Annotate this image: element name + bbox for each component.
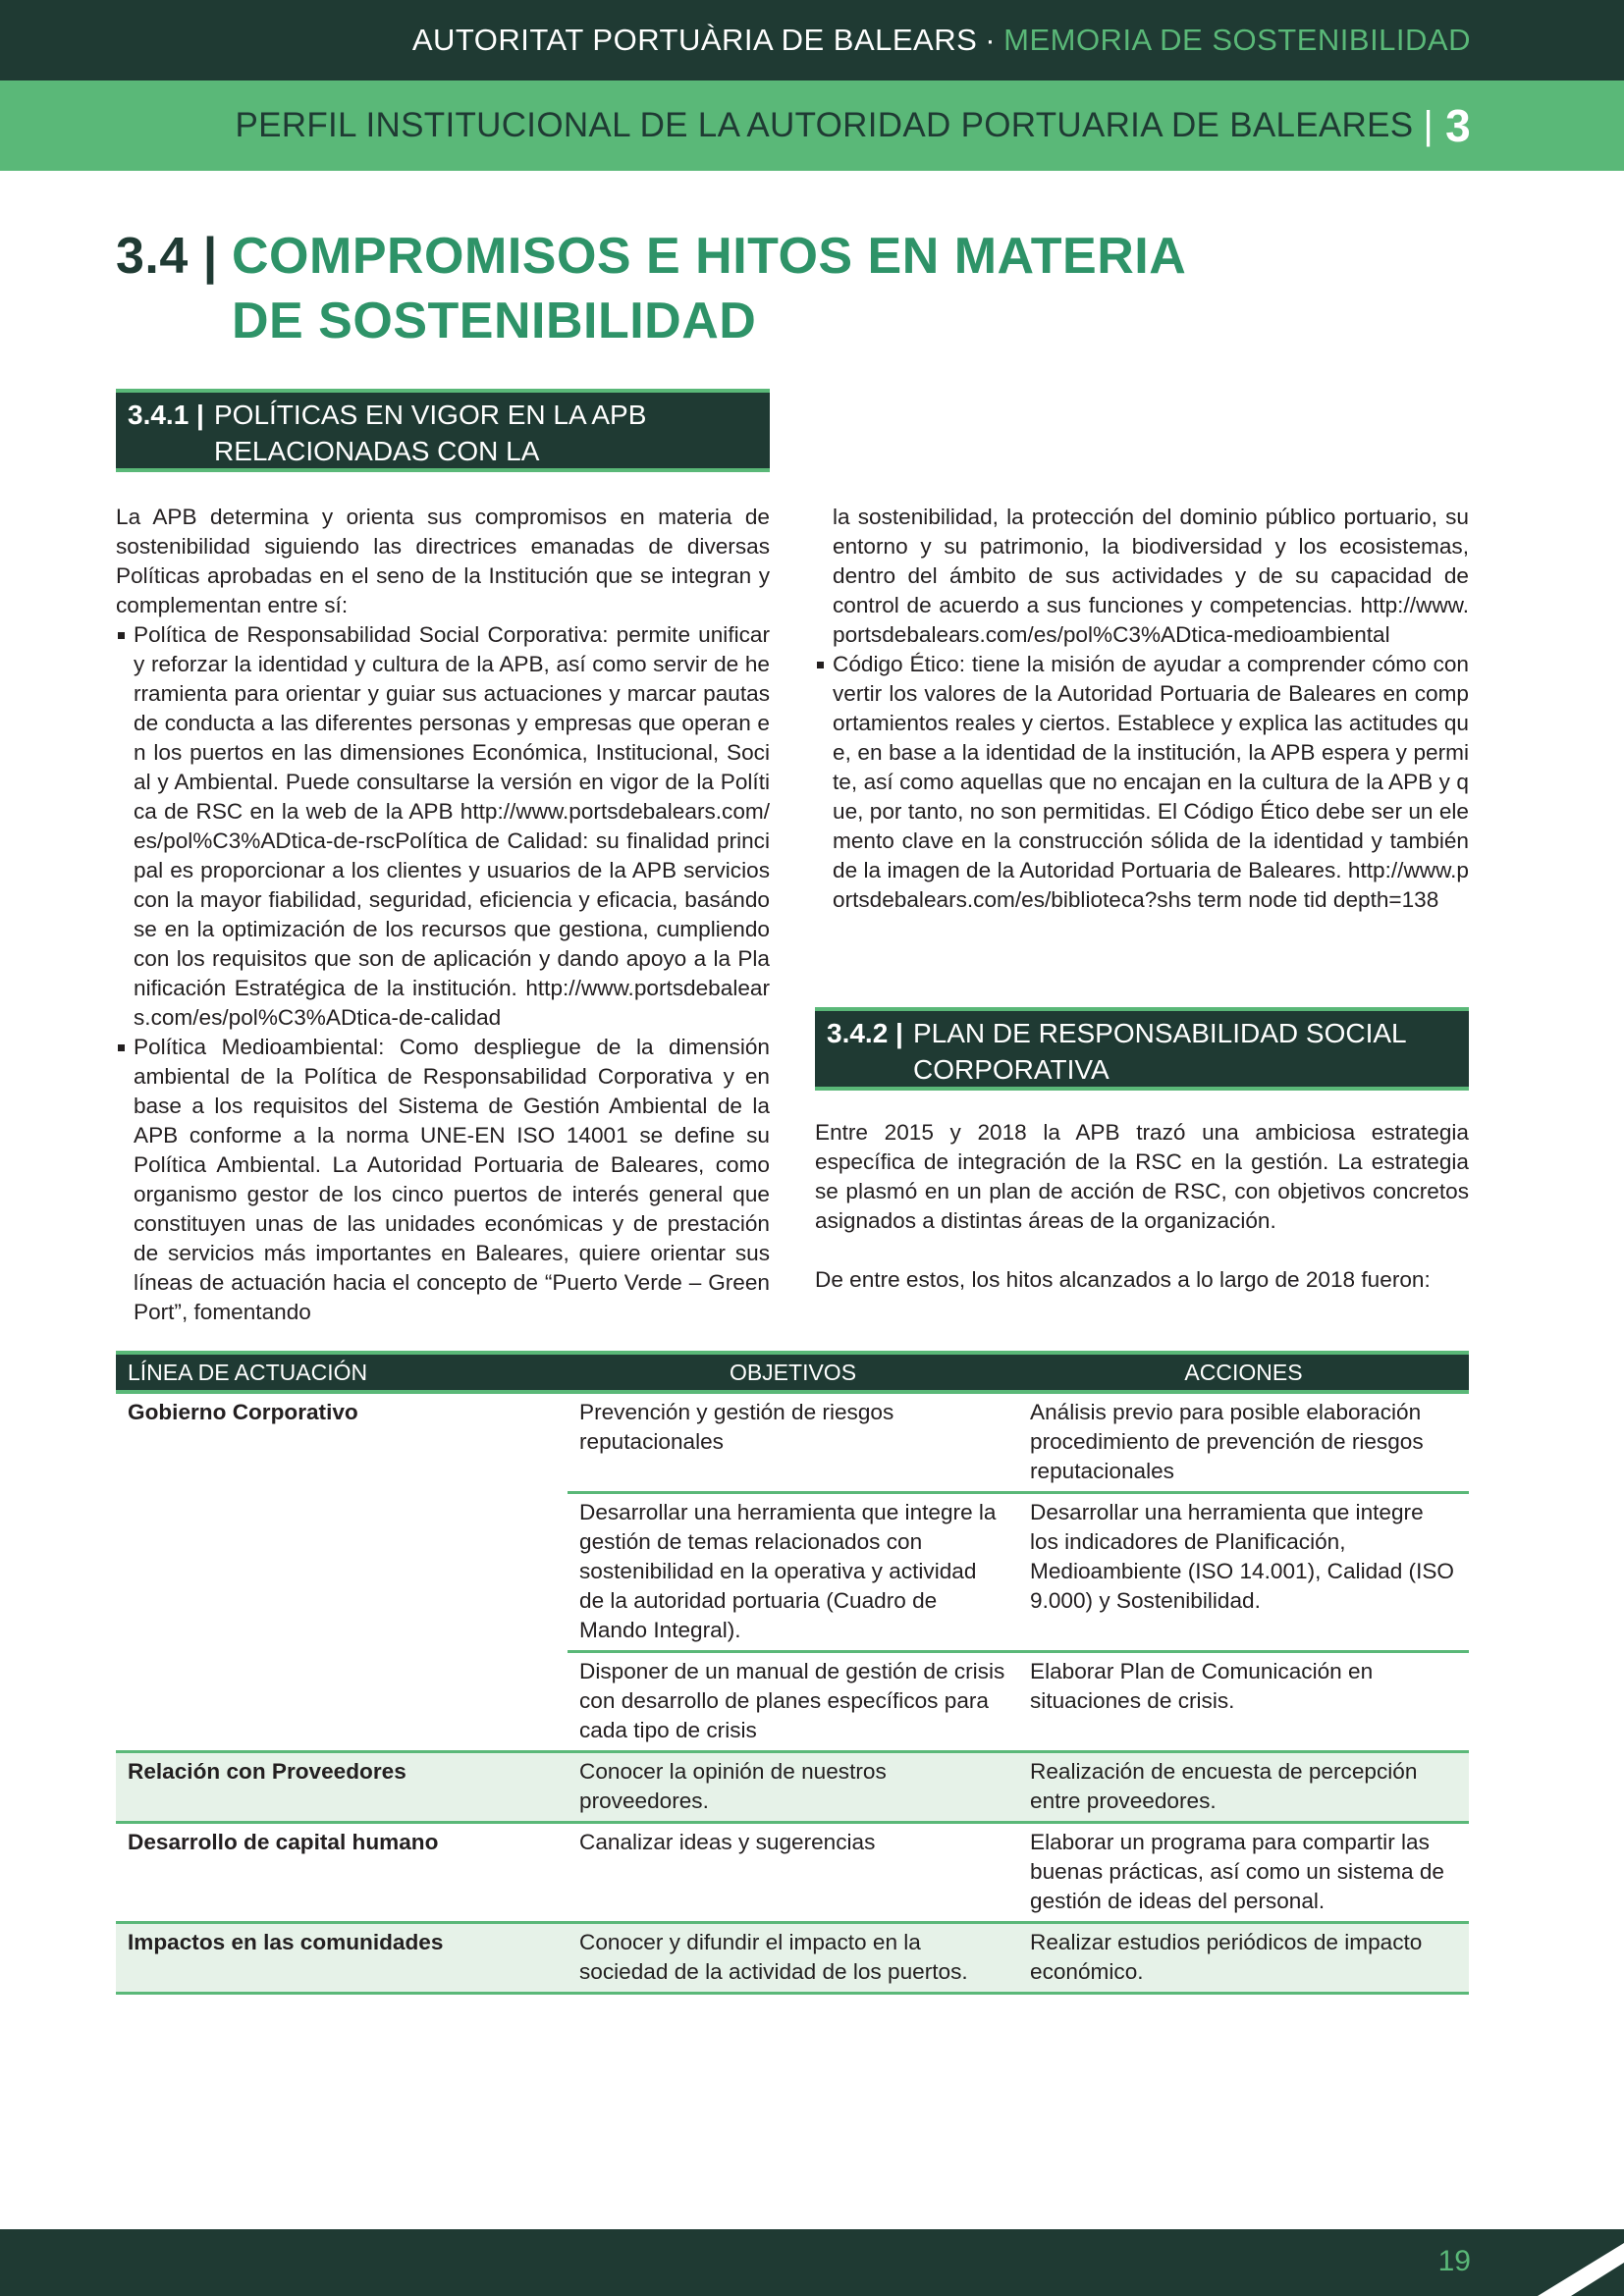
chapter-number: 3 <box>1445 100 1471 151</box>
cell-objetivo: Conocer y difundir el impacto en la sociedad de la actividad de los puertos. <box>568 1923 1018 1994</box>
cell-objetivo: Desarrollar una herramienta que integre la gestión de temas relacionados con sostenibilidad en la operativa y actividad de la autoridad portuaria (Cuadro de Mando Integral). <box>568 1493 1018 1652</box>
cell-objetivo: Canalizar ideas y sugerencias <box>568 1823 1018 1923</box>
column-header-linea: LÍNEA DE ACTUACIÓN <box>116 1353 568 1392</box>
cell-objetivo: Conocer la opinión de nuestros proveedores. <box>568 1752 1018 1823</box>
subsection-number: 3.4.1 | <box>128 400 204 430</box>
milestones-intro: De entre estos, los hitos alcanzados a lo largo de 2018 fueron: <box>815 1267 1431 1292</box>
list-item <box>116 620 770 1033</box>
rsc-policy-text: Política de Responsabilidad Social Corporativa: permite unificar y reforzar la identidad y cultura de la APB, así como servir de herramienta para orientar y guiar sus actuaciones y marcar pautas de conducta a las diferentes personas y empresas que operan en los puertos en las dimensiones Económica, Institucional, Social y Ambiental. Puede consultarse la versión en vigor de la Política de RSC en la web de la APB http://www.portsdebalears.com/es/pol%C3%ADtica-de-rscPolítica de Calidad: su finalidad principal es proporcionar a los clientes y usuarios de la APB servicios con la mayor fiabilidad, seguridad, eficiencia y eficacia, basándose en la optimización de los recursos que gestiona, cumpliendo con los requisitos que son de aplicación y dando apoyo a la Planificación Estratégica de la institución. <box>134 622 770 1000</box>
column-header-acciones: ACCIONES <box>1018 1353 1469 1392</box>
table-row <box>116 1823 1469 1923</box>
subsection-number: 3.4.2 | <box>827 1018 903 1048</box>
table-row <box>116 1752 1469 1823</box>
subsection-title-line2: CORPORATIVA <box>913 1054 1110 1085</box>
policies-list <box>116 620 770 1327</box>
corner-stripe-decoration <box>1487 2229 1624 2296</box>
right-column-bottom <box>815 1118 1469 1295</box>
cell-accion: Realización de encuesta de percepción entre proveedores. <box>1018 1752 1469 1823</box>
intro-paragraph: La APB determina y orienta sus compromisos en materia de sostenibilidad siguiendo las directrices emanadas de diversas Políticas aprobadas en el seno de la Institución que se integran y complementan entre sí: <box>116 505 770 617</box>
header-separator: · <box>985 23 997 57</box>
cell-line: Gobierno Corporativo <box>116 1392 568 1752</box>
cell-line: Desarrollo de capital humano <box>116 1823 568 1923</box>
column-header-objetivos: OBJETIVOS <box>568 1353 1018 1392</box>
subsection-title-line2: RELACIONADAS CON LA SOSTENIBILIDAD <box>214 436 538 503</box>
page-title-line2: DE SOSTENIBILIDAD <box>232 293 757 349</box>
page-number: 19 <box>1437 2245 1471 2277</box>
left-column <box>116 503 770 1327</box>
subsection-heading-342 <box>815 1007 1469 1091</box>
environmental-policy-cont-text: la sostenibilidad, la protección del dominio público portuario, su entorno y su patrimonio, la biodiversidad y los ecosistemas, dentro del ámbito de sus actividades y de su capacidad de control de acuerdo a sus funciones y competencias. <box>833 505 1469 617</box>
right-column-top <box>815 503 1469 915</box>
cell-objetivo: Disponer de un manual de gestión de crisis con desarrollo de planes específicos para cada tipo de crisis <box>568 1652 1018 1752</box>
list-item <box>116 1033 770 1327</box>
cell-accion: Realizar estudios periódicos de impacto económico. <box>1018 1923 1469 1994</box>
cell-line: Impactos en las comunidades <box>116 1923 568 1994</box>
cell-objetivo: Prevención y gestión de riesgos reputacionales <box>568 1392 1018 1493</box>
cell-line: Relación con Proveedores <box>116 1752 568 1823</box>
policies-list-continued <box>815 650 1469 915</box>
page-title <box>116 224 1294 353</box>
cell-accion: Elaborar un programa para compartir las buenas prácticas, así como un sistema de gestión de ideas del personal. <box>1018 1823 1469 1923</box>
table-row <box>116 1392 1469 1493</box>
plan-paragraph: Entre 2015 y 2018 la APB trazó una ambiciosa estrategia específica de integración de la RSC en la gestión. La estrategia se plasmó en un plan de acción de RSC, con objetivos concretos asignados a distintas áreas de la organización. <box>815 1120 1469 1233</box>
list-item <box>815 650 1469 915</box>
organization-name: AUTORITAT PORTUÀRIA DE BALEARS <box>411 23 978 57</box>
report-name: MEMORIA DE SOSTENIBILIDAD <box>1003 23 1471 57</box>
top-header-bar <box>0 0 1624 80</box>
subsection-title-line1: POLÍTICAS EN VIGOR EN LA APB <box>214 400 647 430</box>
section-title: PERFIL INSTITUCIONAL DE LA AUTORIDAD PORTUARIA DE BALEARES <box>235 106 1414 144</box>
calidad-policy-link[interactable]: http://www.portsdebalears.com/es/pol%C3%ADtica-de-calidad <box>134 976 770 1030</box>
section-header-bar <box>0 80 1624 171</box>
ethics-code-text: Código Ético: tiene la misión de ayudar a comprender cómo convertir los valores de la Autoridad Portuaria de Baleares en comportamientos reales y ciertos. Establece y explica las actitudes que, en base a la identidad de la institución, la APB espera y permite, así como aquellas que no encajan en la cultura de la APB y que, por tanto, no son permitidas. El Código Ético debe ser un elemento clave en la construcción sólida de la identidad y también de la imagen de la Autoridad Portuaria de Baleares. http://www.portsdebalears.com/es/biblioteca?shs term node tid depth=138 <box>833 652 1469 912</box>
subsection-heading-341 <box>116 389 770 503</box>
cell-accion: Desarrollar una herramienta que integre los indicadores de Planificación, Medioambiente (ISO 14.001), Calidad (ISO 9.000) y Sostenibilidad. <box>1018 1493 1469 1652</box>
cell-accion: Análisis previo para posible elaboración procedimiento de prevención de riesgos reputacionales <box>1018 1392 1469 1493</box>
subsection-title-line1: PLAN DE RESPONSABILIDAD SOCIAL <box>913 1018 1407 1048</box>
table-row <box>116 1923 1469 1994</box>
cell-accion: Elaborar Plan de Comunicación en situaciones de crisis. <box>1018 1652 1469 1752</box>
page-title-number: 3.4 | <box>116 228 218 285</box>
environmental-policy-continuation <box>815 503 1469 650</box>
page-title-line1: COMPROMISOS E HITOS EN MATERIA <box>232 228 1187 285</box>
milestones-table <box>116 1351 1469 1995</box>
section-pipe: | <box>1423 103 1435 147</box>
page-footer <box>0 2229 1624 2296</box>
environmental-policy-text: Política Medioambiental: Como despliegue de la dimensión ambiental de la Política de Responsabilidad Corporativa y en base a los requisitos del Sistema de Gestión Ambiental de la APB conforme a la norma UNE-EN ISO 14001 se define su Política Ambiental. La Autoridad Portuaria de Baleares, como organismo gestor de los cinco puertos de interés general que constituyen unas de las unidades económicas y de prestación de servicios más importantes en Baleares, quiere orientar sus líneas de actuación hacia el concepto de “Puerto Verde – Green Port”, fomentando <box>134 1035 770 1324</box>
environmental-policy-link[interactable]: http://www.portsdebalears.com/es/pol%C3%ADtica-medioambiental <box>833 593 1469 647</box>
table-header-row <box>116 1353 1469 1392</box>
